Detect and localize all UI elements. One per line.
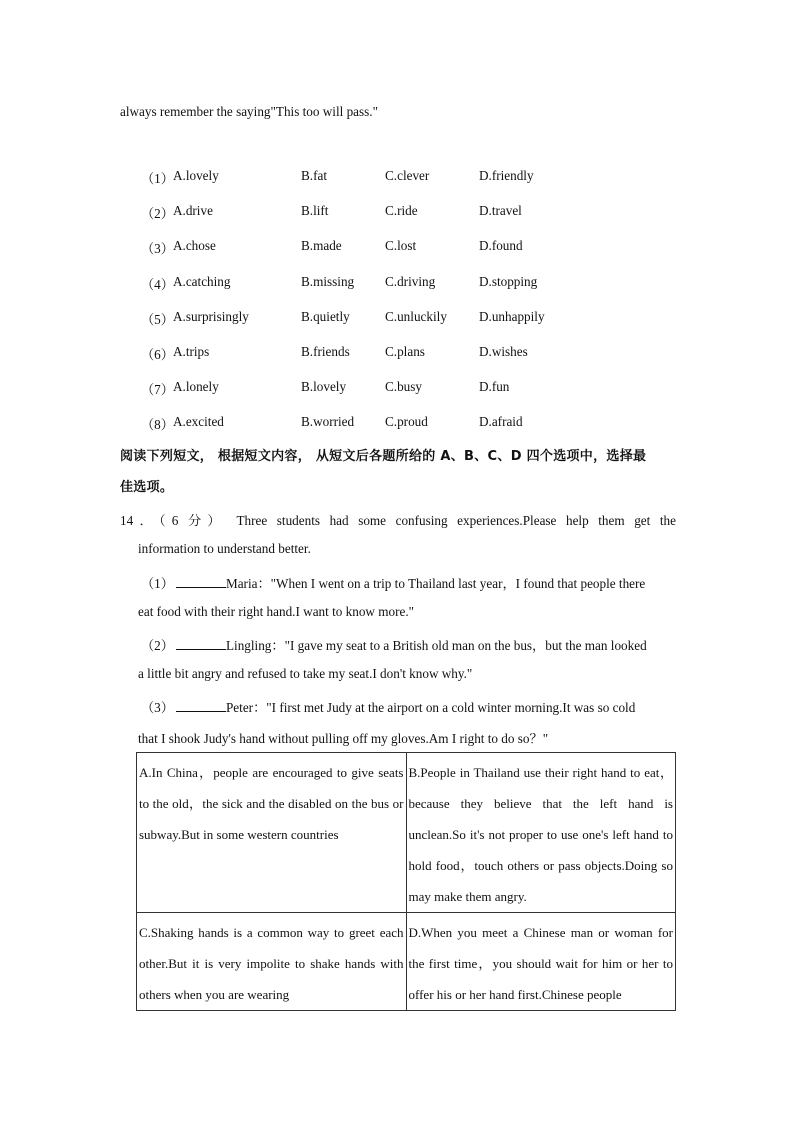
answer-blank[interactable] — [176, 575, 226, 588]
question-header-line-1: 14．（6 分） Three students had some confusing experiences.Please help them get the — [120, 513, 676, 528]
option-a: A.lovely — [173, 168, 219, 183]
option-b: B.worried — [301, 414, 355, 429]
option-d: D.travel — [479, 203, 522, 218]
option-d: D.stopping — [479, 274, 538, 289]
option-row-1 — [0, 168, 794, 188]
option-row-7 — [0, 379, 794, 399]
question-header-line-2: information to understand better. — [138, 541, 311, 556]
option-number: （3） — [141, 241, 174, 256]
intro-line: always remember the saying"This too will pass." — [120, 104, 378, 119]
sub-question-number: （2） — [141, 638, 174, 653]
option-number: （1） — [141, 171, 174, 186]
option-b: B.quietly — [301, 309, 350, 324]
instruction-line-1: 阅读下列短文， 根据短文内容， 从短文后各题所给的 A、B、C、D 四个选项中，选择最 — [120, 449, 647, 464]
sub-question-number: （3） — [141, 700, 174, 715]
sub-question-2-cont: a little bit angry and refused to take my seat.I don't know why." — [138, 666, 473, 681]
option-b: B.lovely — [301, 379, 347, 394]
option-row-6 — [0, 344, 794, 364]
option-cell-c — [137, 913, 407, 1011]
sub-question-text: Lingling："I gave my seat to a British old man on the bus，but the man looked — [225, 638, 647, 653]
option-b: B.fat — [301, 168, 328, 183]
option-b: B.lift — [301, 203, 329, 218]
option-row-5 — [0, 309, 794, 329]
option-b: B.friends — [301, 344, 350, 359]
option-c: C.proud — [385, 414, 428, 429]
option-c: C.clever — [385, 168, 430, 183]
option-a: A.excited — [173, 414, 224, 429]
option-b: B.made — [301, 238, 342, 253]
sub-question-1-cont: eat food with their right hand.I want to know more." — [138, 604, 415, 619]
reading-instruction — [120, 441, 676, 503]
option-a: A.surprisingly — [173, 309, 249, 324]
sub-question-text: Maria："When I went on a trip to Thailand last year，I found that people there — [225, 576, 646, 591]
option-b: B.missing — [301, 274, 355, 289]
option-number: （5） — [141, 312, 174, 327]
option-a: A.drive — [173, 203, 213, 218]
sub-question-text: Peter："I first met Judy at the airport on a cold winter morning.It was so cold — [225, 700, 636, 715]
option-a: A.lonely — [173, 379, 219, 394]
option-d: D.found — [479, 238, 523, 253]
option-number: （4） — [141, 277, 174, 292]
option-a: A.trips — [173, 344, 210, 359]
sub-question-2 — [141, 635, 647, 654]
option-c: C.lost — [385, 238, 417, 253]
option-cell-a — [137, 753, 407, 913]
option-row-4 — [0, 274, 794, 294]
option-number: （6） — [141, 347, 174, 362]
option-number: （7） — [141, 382, 174, 397]
sub-question-1 — [141, 573, 645, 592]
option-d: D.afraid — [479, 414, 523, 429]
answer-options-table — [136, 752, 676, 1011]
option-a: A.chose — [173, 238, 216, 253]
option-a-text: A.In China，people are encouraged to give seats to the old，the sick and the disabled on the bus or subway.But in some western countries — [139, 765, 404, 842]
option-row-3 — [0, 238, 794, 258]
option-a: A.catching — [173, 274, 231, 289]
option-number: （2） — [141, 206, 174, 221]
option-cell-b — [406, 753, 676, 913]
option-c: C.plans — [385, 344, 425, 359]
answer-blank[interactable] — [176, 699, 226, 712]
option-b-text: B.People in Thailand use their right hand to eat，because they believe that the left hand is unclean.So it's not proper to use one's left hand to hold food，touch others or pass objects.Doing so may make them angry. — [408, 765, 673, 904]
option-d: D.fun — [479, 379, 510, 394]
option-c: C.unluckily — [385, 309, 447, 324]
option-c: C.driving — [385, 274, 436, 289]
sub-question-3 — [141, 697, 635, 716]
instruction-line-2: 佳选项。 — [120, 480, 174, 495]
option-d: D.unhappily — [479, 309, 545, 324]
answer-blank[interactable] — [176, 637, 226, 650]
option-c: C.busy — [385, 379, 423, 394]
option-row-8 — [0, 414, 794, 434]
option-c-text: C.Shaking hands is a common way to greet each other.But it is very impolite to shake hands with others when you are wearing — [139, 925, 404, 1002]
option-d-text: D.When you meet a Chinese man or woman for the first time，you should wait for him or her to offer his or her hand first.Chinese people — [408, 925, 673, 1002]
option-c: C.ride — [385, 203, 418, 218]
sub-question-number: （1） — [141, 576, 174, 591]
option-row-2 — [0, 203, 794, 223]
option-d: D.friendly — [479, 168, 534, 183]
sub-question-3-cont: that I shook Judy's hand without pulling off my gloves.Am I right to do so？" — [138, 731, 549, 746]
option-d: D.wishes — [479, 344, 528, 359]
option-number: （8） — [141, 417, 174, 432]
option-cell-d — [406, 913, 676, 1011]
